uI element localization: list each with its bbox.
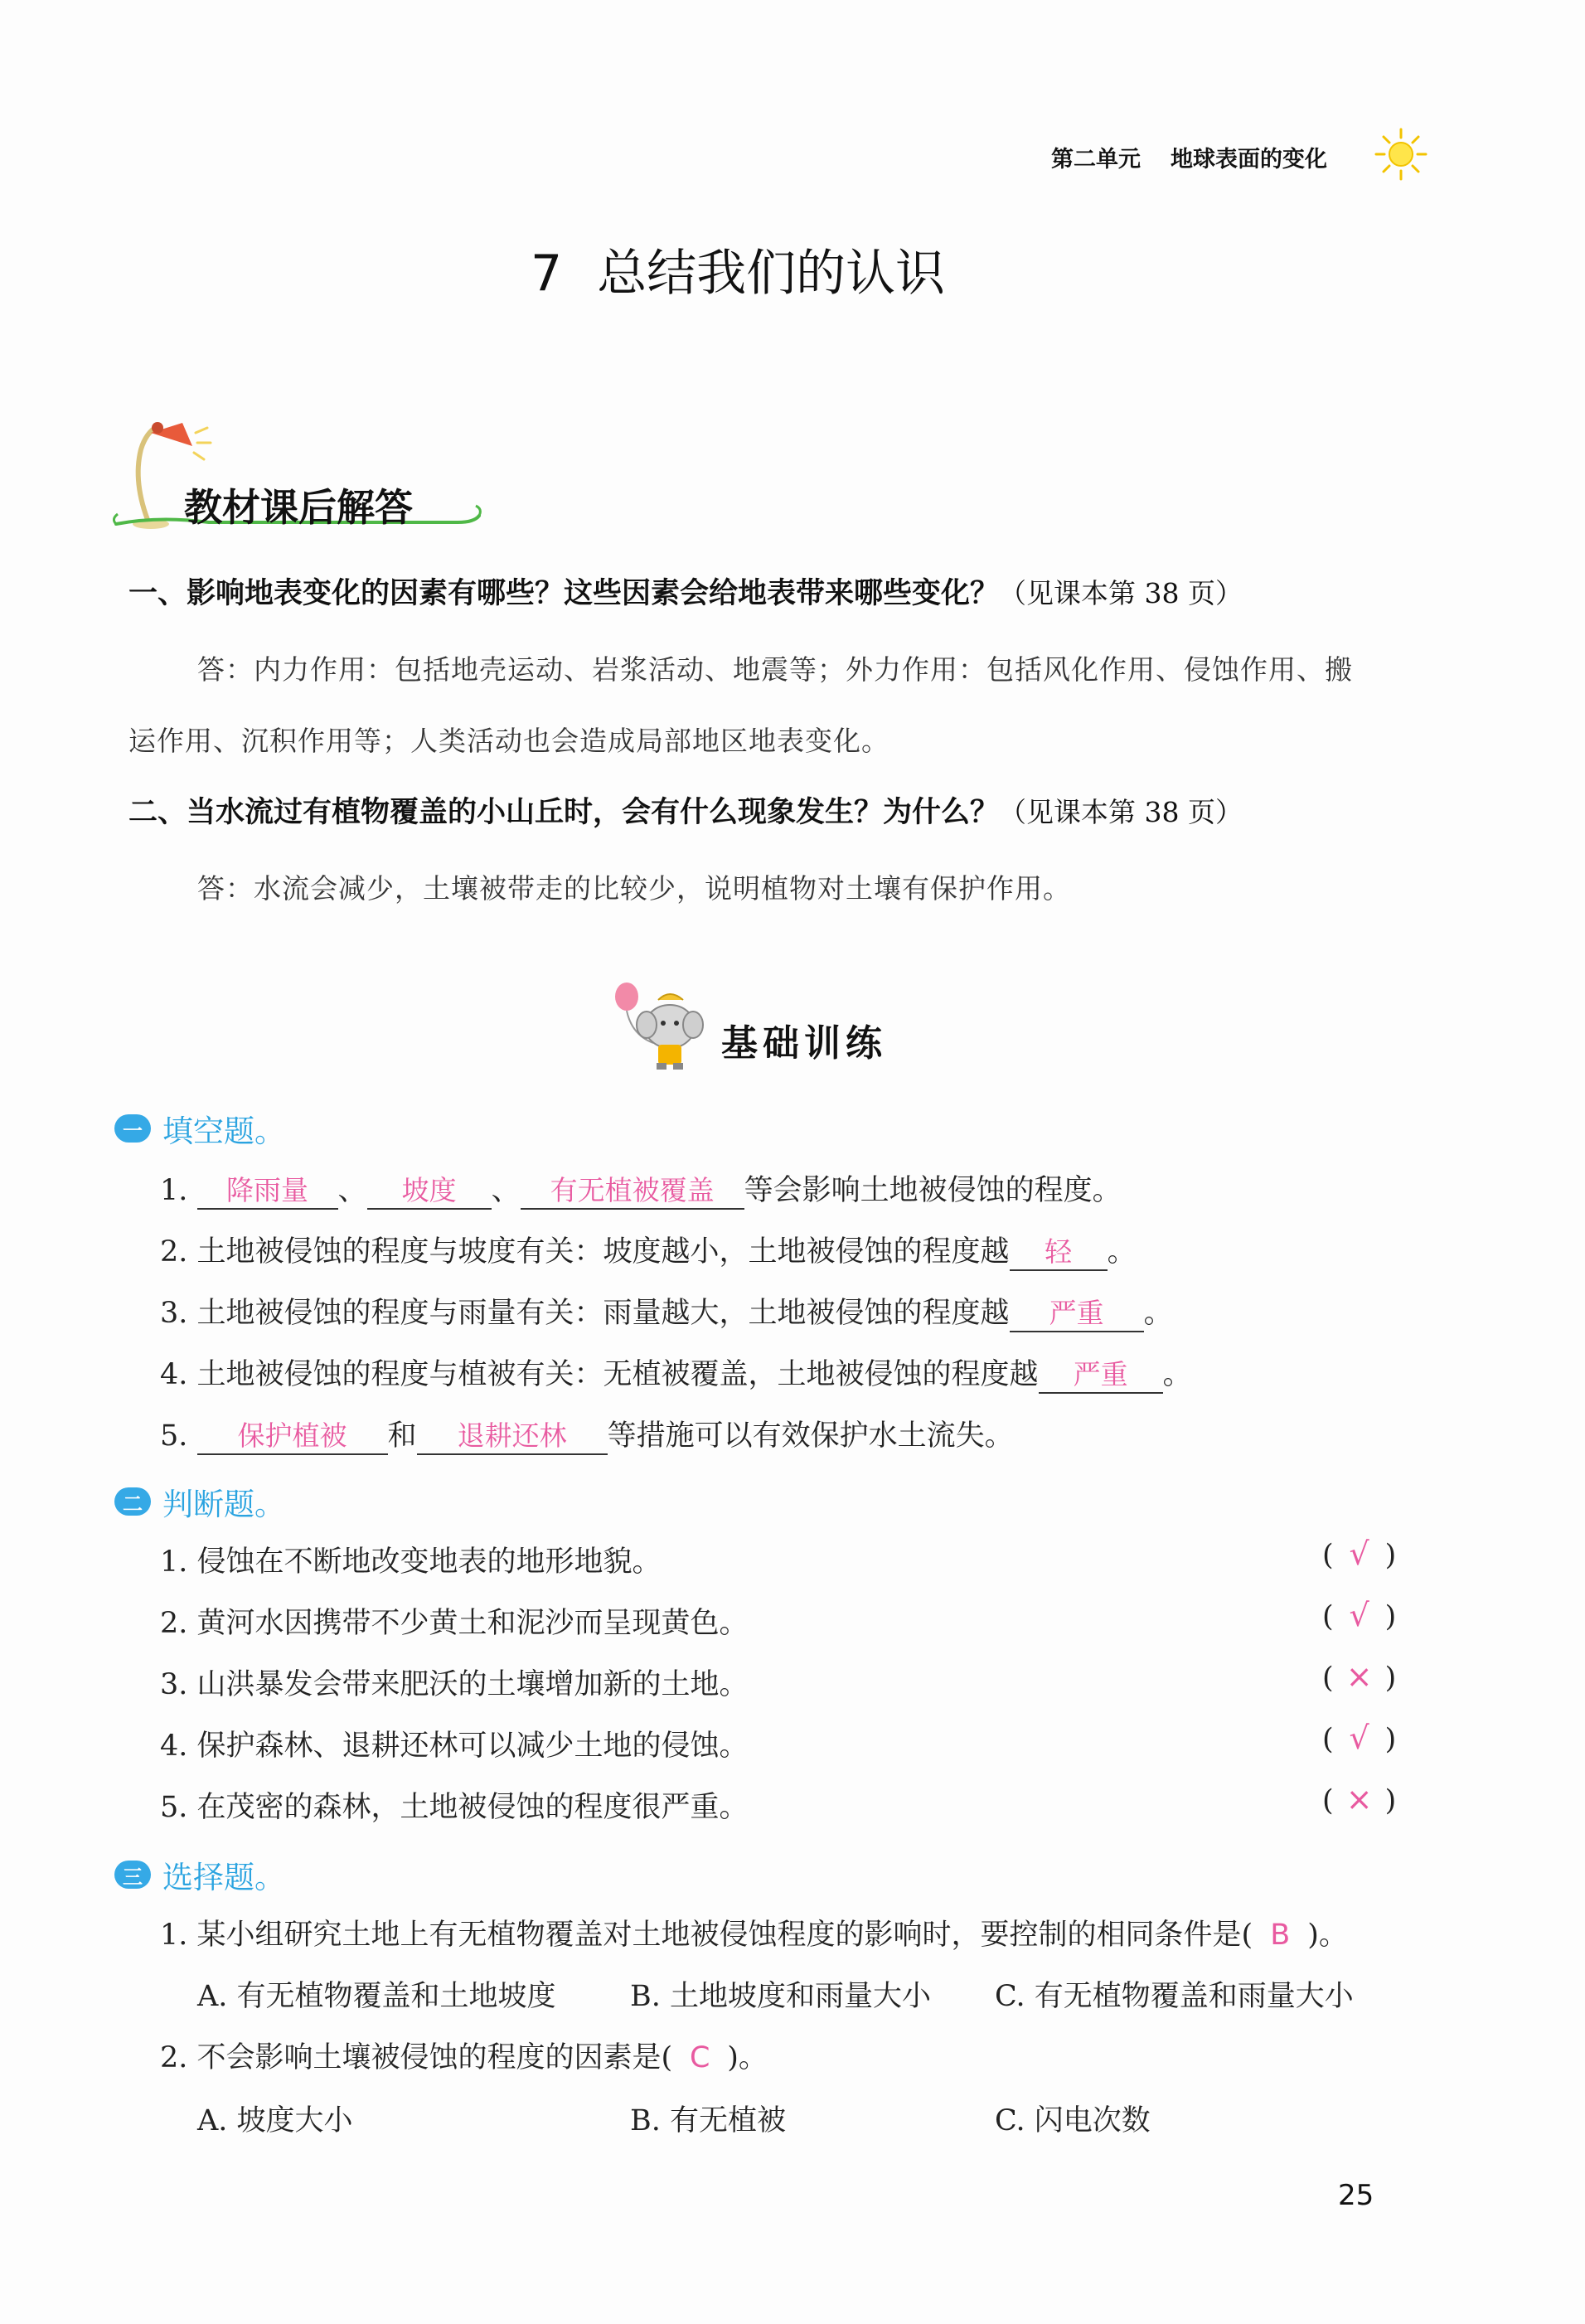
- item-number: 1.: [160, 1174, 188, 1207]
- choice-option: B. 有无植被: [630, 2104, 786, 2137]
- choice-answer: C: [689, 2041, 710, 2074]
- fill-item-4: [160, 1351, 1192, 1394]
- answer-1-line-2: 运作用、沉积作用等；人类活动也会造成局部地区地表变化。: [128, 725, 889, 757]
- judge-section-heading: [114, 1479, 285, 1524]
- item-number: 4.: [160, 1730, 188, 1763]
- section-badge: 二: [114, 1487, 151, 1516]
- question-1: [128, 570, 1243, 612]
- fill-item-3: [160, 1290, 1173, 1332]
- choice-section-title: 选择题。: [162, 1860, 285, 1895]
- answer-mark: √: [1349, 1536, 1369, 1572]
- item-text: 等会影响土地被侵蚀的程度。: [744, 1174, 1122, 1207]
- answer-mark: ×: [1345, 1781, 1373, 1817]
- item-text: )。: [1307, 1919, 1348, 1952]
- item-number: 3.: [160, 1297, 188, 1330]
- judge-answer-2: ( √ ): [1322, 1597, 1397, 1633]
- item-text: 。: [1143, 1297, 1173, 1330]
- item-text: 侵蚀在不断地改变地表的地形地貌。: [196, 1545, 662, 1579]
- answer-mark: √: [1349, 1720, 1369, 1756]
- fill-section-heading: [114, 1106, 285, 1151]
- item-text: )。: [727, 2041, 768, 2074]
- item-number: 2.: [160, 1607, 188, 1640]
- question-2-ref: （见课本第 38 页）: [999, 796, 1243, 828]
- item-number: 4.: [160, 1358, 188, 1391]
- separator: 、: [491, 1174, 521, 1207]
- choice-option: A. 坡度大小: [197, 2104, 353, 2137]
- item-number: 1.: [160, 1919, 188, 1952]
- sun-icon: [1373, 126, 1429, 182]
- judge-answer-1: ( √ ): [1322, 1536, 1397, 1572]
- elephant-balloon-icon: [607, 977, 715, 1076]
- question-1-ref: （见课本第 38 页）: [999, 577, 1243, 609]
- lesson-number: 7: [531, 245, 563, 303]
- section-badge: 三: [114, 1861, 151, 1889]
- fill-blank: 退耕还林: [417, 1414, 608, 1455]
- textbook-answers-title: 教材课后解答: [184, 485, 413, 530]
- question-2: [128, 789, 1243, 831]
- item-text: 。: [1162, 1358, 1192, 1391]
- judge-item-1: [160, 1539, 662, 1580]
- fill-item-5: [160, 1413, 1014, 1455]
- page-number: 25: [1338, 2179, 1374, 2212]
- fill-blank: 严重: [1039, 1353, 1163, 1394]
- lesson-title-text: 总结我们的认识: [597, 245, 946, 303]
- answer-1-line-1: 答：内力作用：包括地壳运动、岩浆活动、地震等；外力作用：包括风化作用、侵蚀作用、搬: [197, 653, 1353, 686]
- item-number: 3.: [160, 1668, 188, 1701]
- fill-section-title: 填空题。: [162, 1113, 285, 1149]
- fill-blank: 轻: [1010, 1230, 1108, 1271]
- fill-item-1: [160, 1167, 1122, 1210]
- answer-mark: ×: [1345, 1658, 1373, 1695]
- judge-section-title: 判断题。: [162, 1487, 285, 1522]
- item-text: 黄河水因携带不少黄土和泥沙而呈现黄色。: [196, 1607, 749, 1640]
- choice-option: C. 有无植物覆盖和雨量大小: [995, 1980, 1354, 2013]
- judge-item-5: [160, 1784, 749, 1826]
- item-number: 1.: [160, 1545, 188, 1579]
- choice-question-2: [160, 2035, 768, 2076]
- unit-title: 地球表面的变化: [1171, 147, 1327, 172]
- fill-blank: 有无植被覆盖: [521, 1169, 744, 1210]
- unit-number: 第二单元: [1051, 147, 1141, 172]
- judge-answer-4: ( √ ): [1322, 1720, 1397, 1756]
- fill-blank: 严重: [1010, 1292, 1144, 1332]
- item-text: 土地被侵蚀的程度与雨量有关：雨量越大，土地被侵蚀的程度越: [196, 1297, 1010, 1330]
- choice-option: A. 有无植物覆盖和土地坡度: [197, 1980, 556, 2013]
- choice-answer: B: [1270, 1919, 1291, 1952]
- item-text: 山洪暴发会带来肥沃的土壤增加新的土地。: [196, 1668, 749, 1701]
- item-text: 某小组研究土地上有无植物覆盖对土地被侵蚀程度的影响时，要控制的相同条件是(: [196, 1919, 1253, 1952]
- judge-item-2: [160, 1600, 749, 1642]
- unit-header: [1051, 141, 1327, 173]
- item-text: 保护森林、退耕还林可以减少土地的侵蚀。: [196, 1730, 749, 1763]
- fill-blank: 保护植被: [197, 1414, 388, 1455]
- choice-option: B. 土地坡度和雨量大小: [630, 1980, 931, 2013]
- answer-2: 答：水流会减少，土壤被带走的比较少，说明植物对土壤有保护作用。: [197, 872, 1071, 905]
- judge-item-3: [160, 1662, 749, 1703]
- choice-question-1: [160, 1912, 1348, 1953]
- item-text: 土地被侵蚀的程度与坡度有关：坡度越小，土地被侵蚀的程度越: [196, 1235, 1010, 1269]
- judge-answer-5: ( × ): [1322, 1781, 1397, 1817]
- section-badge: 一: [114, 1114, 151, 1143]
- separator: 、: [337, 1174, 367, 1207]
- fill-blank: 坡度: [367, 1169, 492, 1210]
- judge-item-4: [160, 1723, 749, 1764]
- item-text: 和: [387, 1419, 417, 1453]
- judge-answer-3: ( × ): [1322, 1658, 1397, 1695]
- choice-section-heading: [114, 1852, 285, 1897]
- answer-mark: √: [1349, 1597, 1369, 1633]
- question-1-text: 一、影响地表变化的因素有哪些？这些因素会给地表带来哪些变化？: [128, 577, 1000, 610]
- item-text: 在茂密的森林，土地被侵蚀的程度很严重。: [196, 1791, 749, 1824]
- item-text: 不会影响土壤被侵蚀的程度的因素是(: [196, 2041, 673, 2074]
- question-2-text: 二、当水流过有植物覆盖的小山丘时，会有什么现象发生？为什么？: [128, 796, 1000, 829]
- item-number: 2.: [160, 2041, 188, 2074]
- fill-blank: 降雨量: [197, 1169, 338, 1210]
- item-number: 2.: [160, 1235, 188, 1269]
- item-number: 5.: [160, 1791, 188, 1824]
- item-text: 。: [1107, 1235, 1137, 1269]
- lesson-title: [531, 234, 945, 305]
- item-number: 5.: [160, 1419, 188, 1453]
- basic-training-title: 基础训练: [721, 1022, 887, 1065]
- fill-item-2: [160, 1229, 1137, 1271]
- item-text: 等措施可以有效保护水土流失。: [607, 1419, 1014, 1453]
- choice-option: C. 闪电次数: [995, 2104, 1151, 2137]
- item-text: 土地被侵蚀的程度与植被有关：无植被覆盖，土地被侵蚀的程度越: [196, 1358, 1039, 1391]
